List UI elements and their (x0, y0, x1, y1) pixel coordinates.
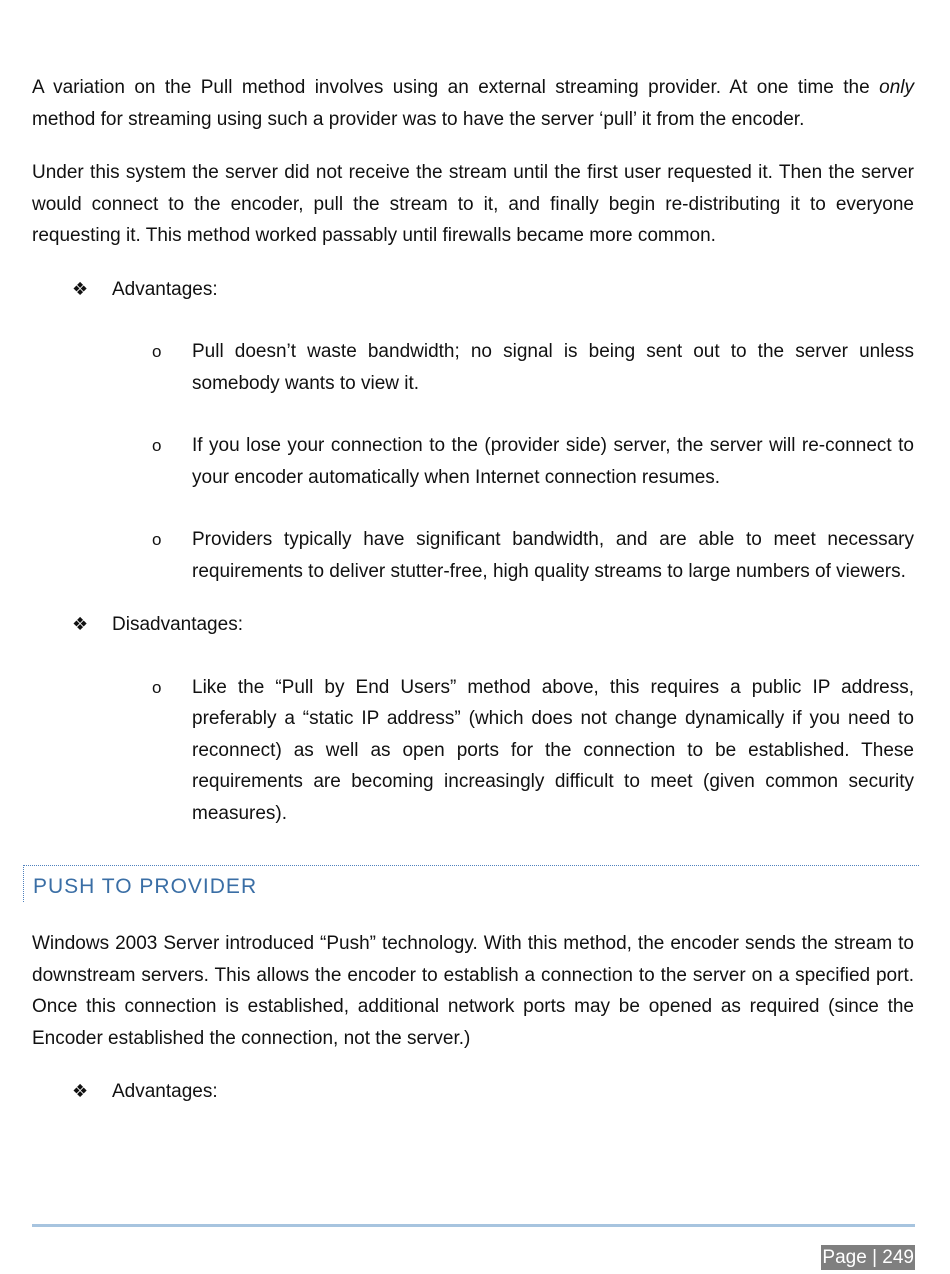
list-item: o Like the “Pull by End Users” method above, this requires a public IP address, preferably a “static IP address” (which does not change dynamically if you need to reconnect) as well as open ports for the connection to be established. These requirements are becoming increasingly difficult to meet (given common security measures). (32, 672, 914, 830)
circle-bullet-icon: o (152, 530, 162, 549)
list-item: o Pull doesn’t waste bandwidth; no signal is being sent out to the server unless somebody wants to view it. (32, 336, 914, 399)
disadvantages-label: Disadvantages: (112, 614, 243, 635)
advantages-list (32, 336, 914, 587)
advantages-bullet (32, 274, 914, 306)
disadvantages-list (32, 672, 914, 830)
disadvantages-bullet (32, 609, 914, 641)
circle-bullet-icon: o (152, 342, 162, 361)
list-item: o If you lose your connection to the (provider side) server, the server will re-connect to your encoder automatically when Internet connection resumes. (32, 430, 914, 493)
footer-divider (32, 1224, 915, 1227)
list-item: o Providers typically have significant bandwidth, and are able to meet necessary requirements to deliver stutter-free, high quality streams to large numbers of viewers. (32, 524, 914, 587)
page-number-badge: Page | 249 (822, 1247, 914, 1268)
advantages-label: Advantages: (112, 278, 218, 300)
intro-paragraph-1: A variation on the Pull method involves using an external streaming provider. At one time the only method for streaming using such a provider was to have the server ‘pull’ it from the encoder. (32, 77, 914, 130)
intro-paragraph-2: Under this system the server did not receive the stream until the first user requested it. Then the server would connect to the encoder, pull the stream to it, and finally begin re-distributing it to everyone requesting it. This method worked passably until firewalls became more common. (32, 162, 914, 246)
section-heading: PUSH TO PROVIDER (33, 875, 258, 898)
emphasis-only: only (879, 77, 914, 98)
document-page (32, 72, 914, 1108)
push-advantages-bullet (32, 1076, 914, 1108)
push-paragraph: Windows 2003 Server introduced “Push” technology. With this method, the encoder sends the stream to downstream servers. This allows the encoder to establish a connection to the server on a specified port. Once this connection is established, additional network ports may be opened as required (since the Encoder established the connection, not the server.) (32, 933, 914, 1049)
diamond-bullet-icon: ❖ (72, 1081, 89, 1101)
push-advantages-label: Advantages: (112, 1081, 218, 1102)
circle-bullet-icon: o (152, 436, 162, 455)
circle-bullet-icon: o (152, 677, 162, 697)
diamond-bullet-icon: ❖ (72, 614, 89, 634)
section-heading-frame (23, 865, 919, 902)
diamond-bullet-icon: ❖ (72, 278, 89, 299)
